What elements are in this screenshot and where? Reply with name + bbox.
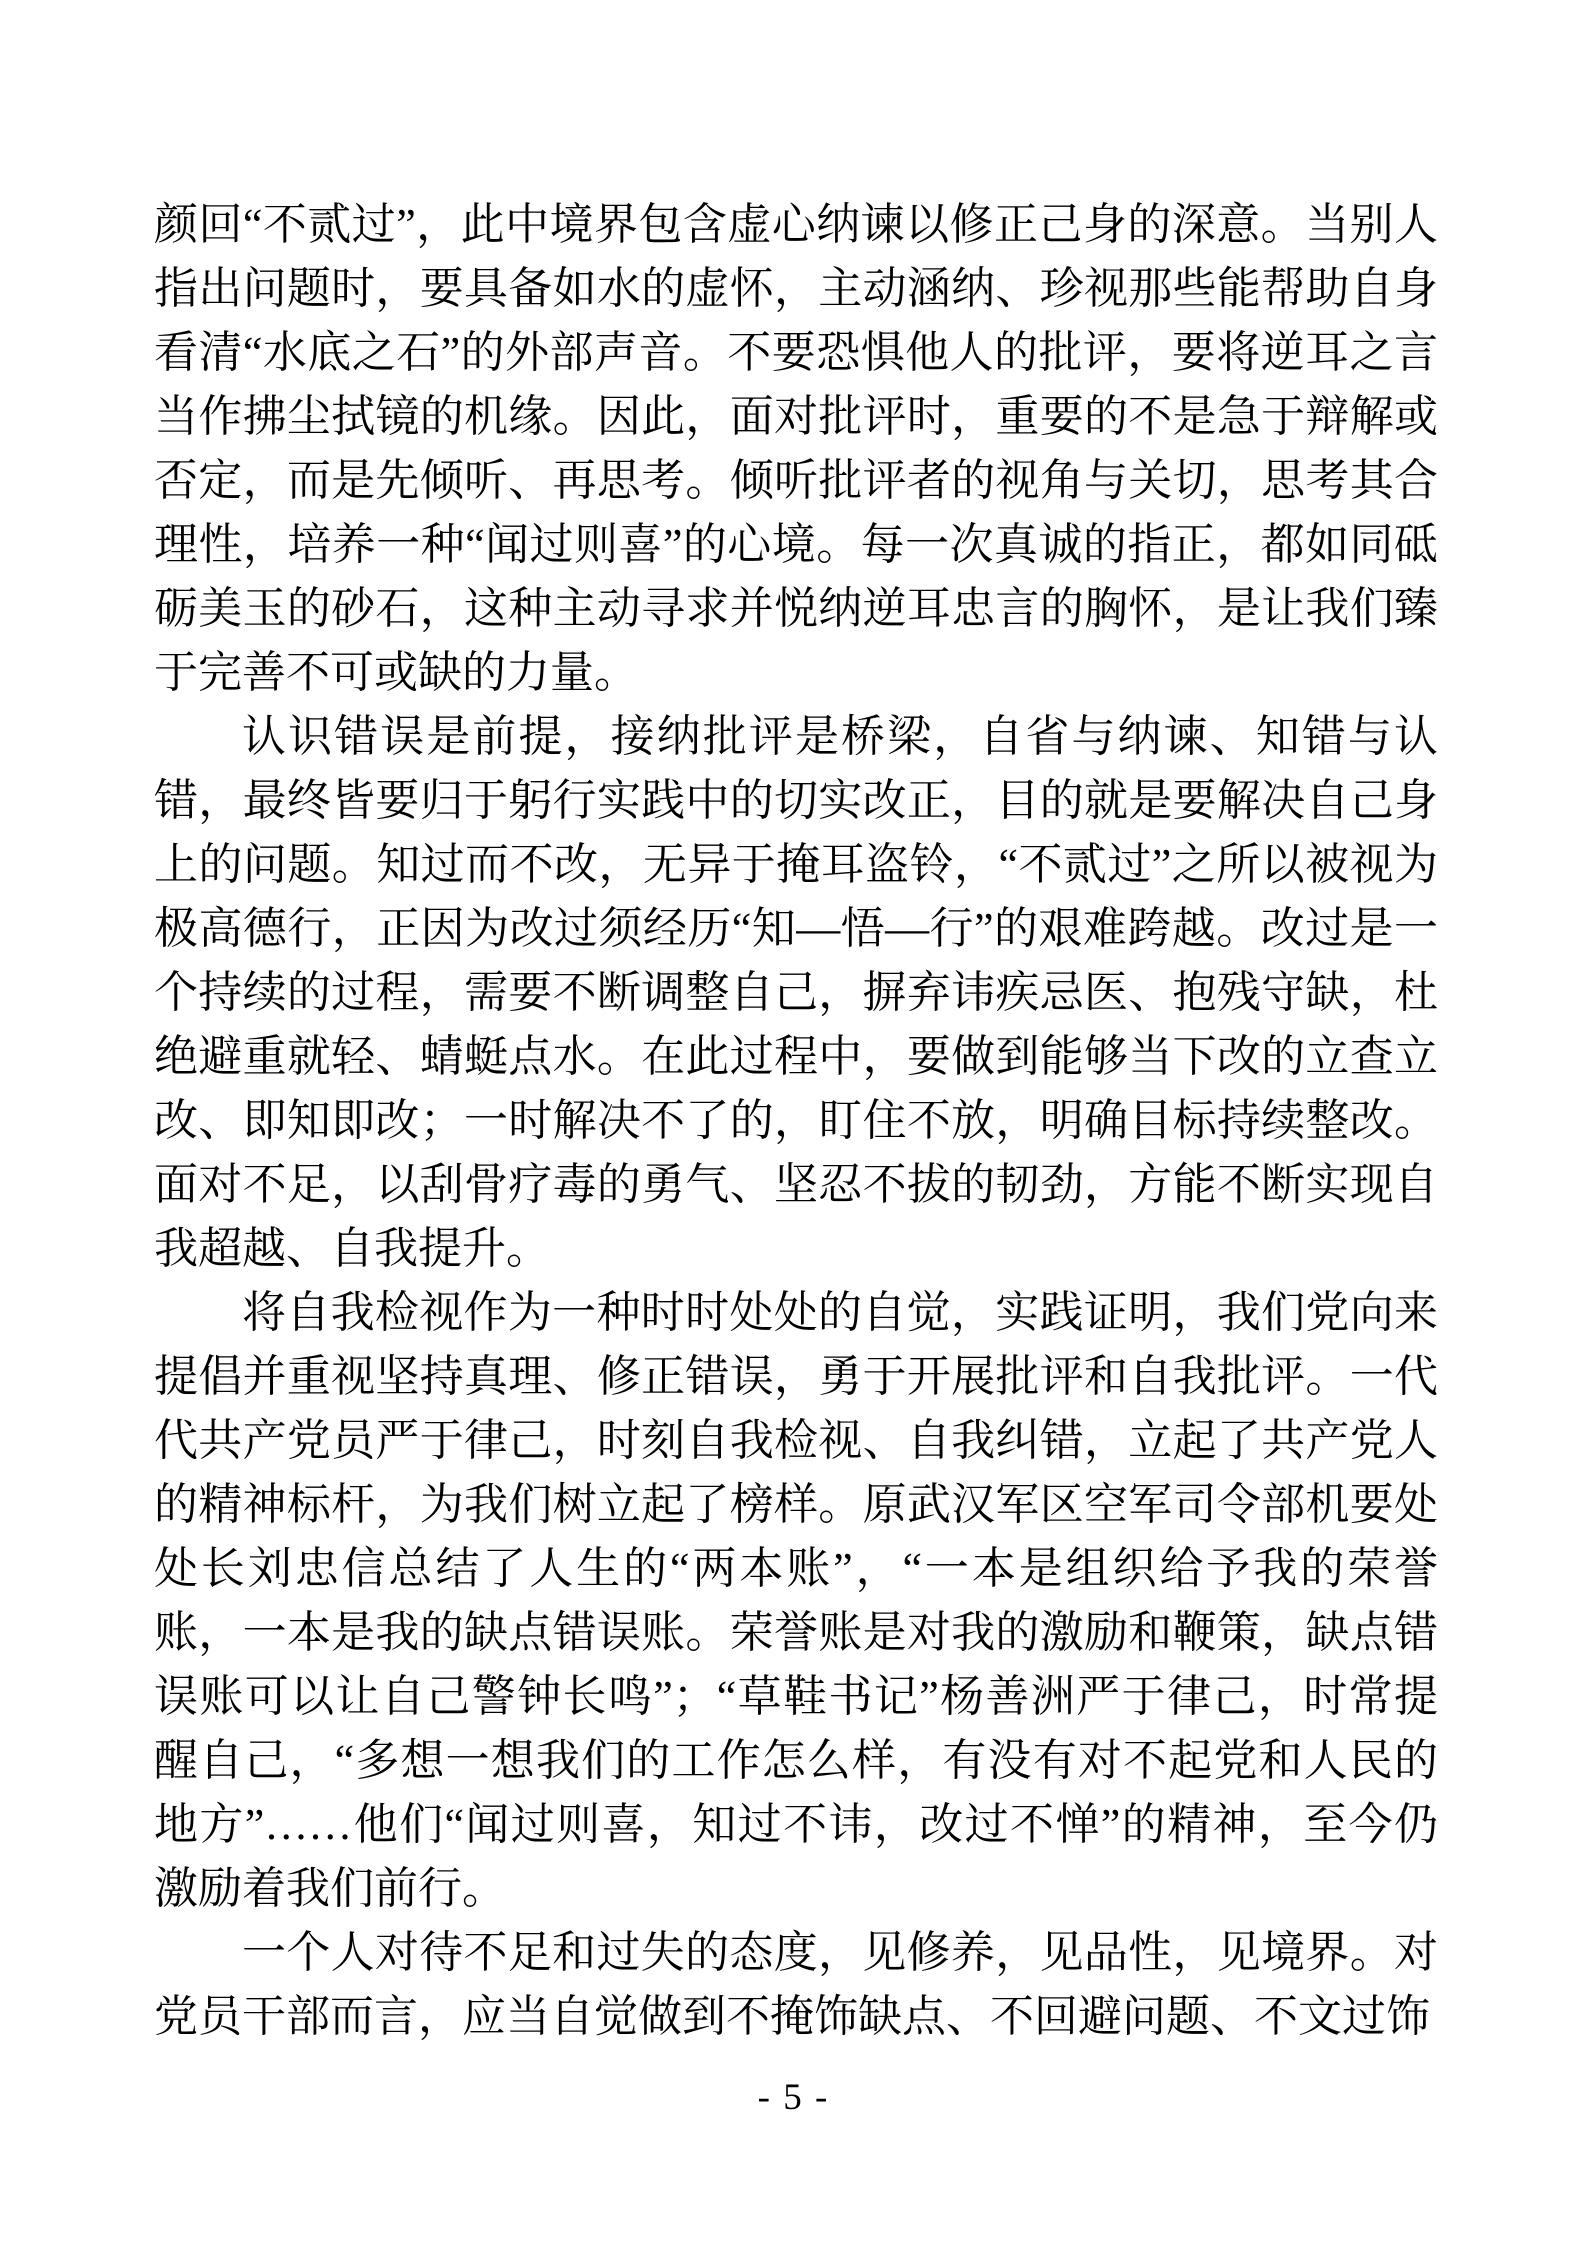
paragraph-1: 颜回“不贰过”，此中境界包含虚心纳谏以修正己身的深意。当别人指出问题时，要具备如水的虚怀，主动涵纳、珍视那些能帮助自身看清“水底之石”的外部声音。不要恐惧他人的批评，要将逆耳之言当作拂尘拭镜的机缘。因此，面对批评时，重要的不是急于辩解或否定，而是先倾听、再思考。倾听批评者的视角与关切，思考其合理性，培养一种“闻过则喜”的心境。每一次真诚的指正，都如同砥砺美玉的砂石，这种主动寻求并悦纳逆耳忠言的胸怀，是让我们臻于完善不可或缺的力量。: [154, 200, 1438, 697]
document-body: [154, 193, 1438, 2049]
page-number: - 5 -: [757, 2077, 830, 2118]
paragraph-3: 将自我检视作为一种时时处处的自觉，实践证明，我们党向来提倡并重视坚持真理、修正错误，勇于开展批评和自我批评。一代代共产党员严于律己，时刻自我检视、自我纠错，立起了共产党人的精神标杆，为我们树立起了榜样。原武汉军区空军司令部机要处处长刘忠信总结了人生的“两本账”，“一本是组织给予我的荣誉账，一本是我的缺点错误账。荣誉账是对我的激励和鞭策，缺点错误账可以让自己警钟长鸣”；“草鞋书记”杨善洲严于律己，时常提醒自己，“多想一想我们的工作怎么样，有没有对不起党和人民的地方”……他们“闻过则喜，知过不讳，改过不惮”的精神，至今仍激励着我们前行。: [154, 1288, 1438, 1913]
paragraph-2: 认识错误是前提，接纳批评是桥梁，自省与纳谏、知错与认错，最终皆要归于躬行实践中的切实改正，目的就是要解决自己身上的问题。知过而不改，无异于掩耳盗铃，“不贰过”之所以被视为极高德行，正因为改过须经历“知—悟—行”的艰难跨越。改过是一个持续的过程，需要不断调整自己，摒弃讳疾忌医、抱残守缺，杜绝避重就轻、蜻蜓点水。在此过程中，要做到能够当下改的立查立改、即知即改；一时解决不了的，盯住不放，明确目标持续整改。面对不足，以刮骨疗毒的勇气、坚忍不拔的韧劲，方能不断实现自我超越、自我提升。: [154, 712, 1438, 1273]
paragraph-4: 一个人对待不足和过失的态度，见修养，见品性，见境界。对党员干部而言，应当自觉做到不掩饰缺点、不回避问题、不文过饰: [154, 1928, 1438, 2041]
